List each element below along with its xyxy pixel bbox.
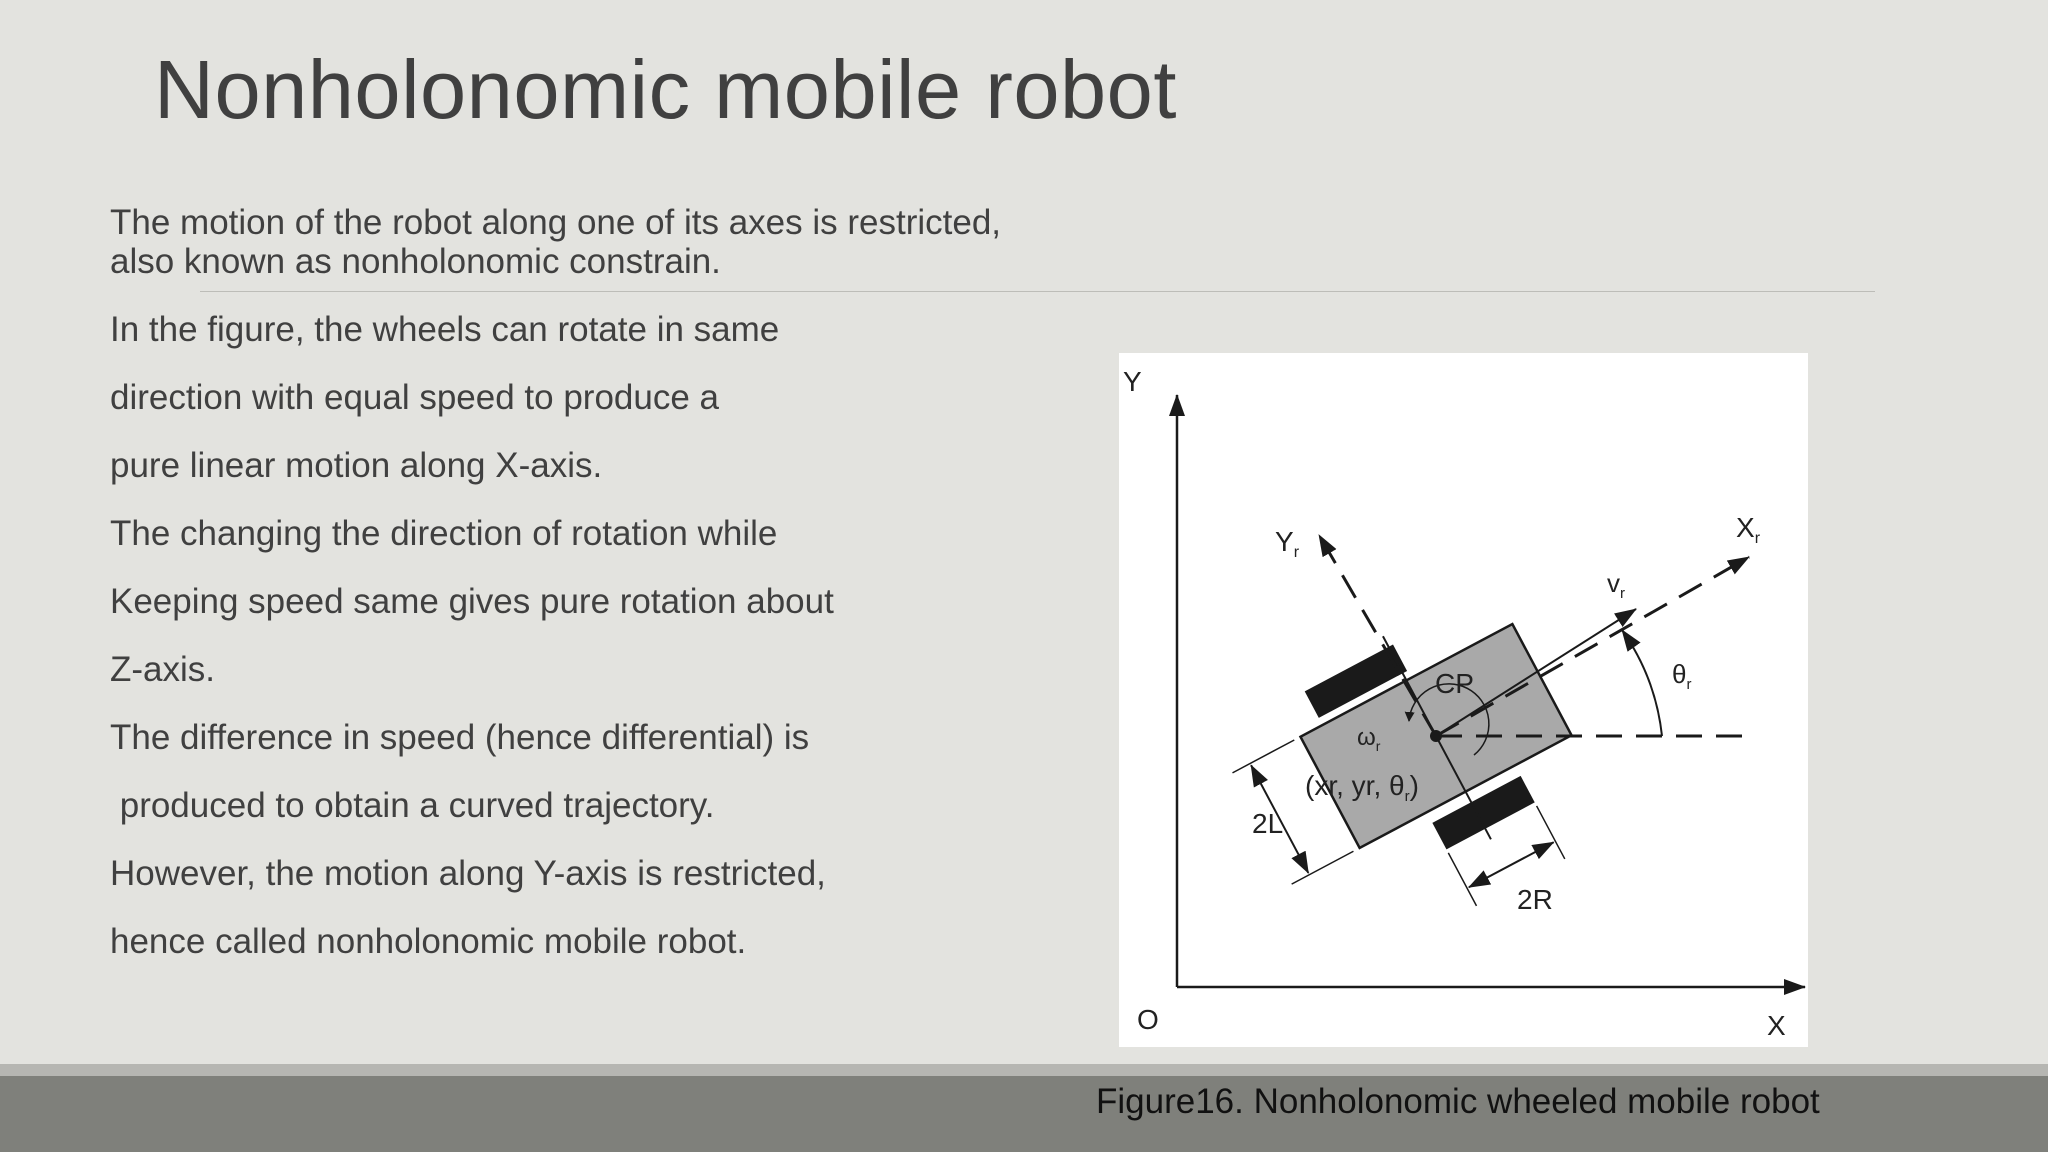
body-line: The changing the direction of rotation while <box>110 514 778 553</box>
label-vr: $v_r$ <box>1607 568 1625 602</box>
label-2r: 2R <box>1517 884 1553 915</box>
footer-band-light <box>0 1064 2048 1076</box>
label-y-axis: Y <box>1123 366 1142 397</box>
body-line: The difference in speed (hence differential) is <box>110 718 810 757</box>
intro-text <box>110 203 1110 281</box>
theta-arc <box>1622 630 1662 736</box>
label-pose: (xr, yr, $\theta_r$) <box>1305 770 1419 805</box>
body-line: In the figure, the wheels can rotate in same <box>110 310 780 349</box>
dim-2l-ext-top <box>1232 740 1294 773</box>
body-line: However, the motion along Y-axis is restricted, <box>110 854 826 893</box>
robot-diagram <box>1119 353 1808 1047</box>
figure-caption: Figure16. Nonholonomic wheeled mobile robot <box>1096 1082 1820 1121</box>
label-xr: $X_r$ <box>1736 512 1761 547</box>
intro-line: also known as nonholonomic constrain. <box>110 242 721 281</box>
label-yr: $Y_r$ <box>1275 526 1300 561</box>
label-origin: O <box>1137 1004 1159 1035</box>
label-theta: $\theta_r$ <box>1672 659 1692 693</box>
dim-2r-ext-left <box>1448 853 1476 906</box>
body-text <box>110 305 1060 985</box>
robot-diagram-svg <box>1119 353 1808 1047</box>
body-line: produced to obtain a curved trajectory. <box>110 786 715 825</box>
body-line: Z-axis. <box>110 650 215 689</box>
label-2l: 2L <box>1252 808 1284 839</box>
body-line: Keeping speed same gives pure rotation about <box>110 582 834 621</box>
body-line: direction with equal speed to produce a <box>110 378 720 417</box>
slide-title: Nonholonomic mobile robot <box>154 43 1177 136</box>
dim-2l-ext-bottom <box>1292 851 1354 884</box>
dim-2r-line <box>1469 842 1554 887</box>
body-line: pure linear motion along X-axis. <box>110 446 603 485</box>
dim-2r-ext-right <box>1537 806 1565 859</box>
label-cp: CP <box>1435 668 1474 699</box>
divider-line <box>200 291 1875 292</box>
intro-line: The motion of the robot along one of its axes is restricted, <box>110 203 1002 242</box>
label-omega: $\omega_r$ <box>1357 724 1381 754</box>
center-point <box>1430 730 1442 742</box>
label-x-axis: X <box>1767 1010 1786 1041</box>
body-line: hence called nonholonomic mobile robot. <box>110 922 747 961</box>
